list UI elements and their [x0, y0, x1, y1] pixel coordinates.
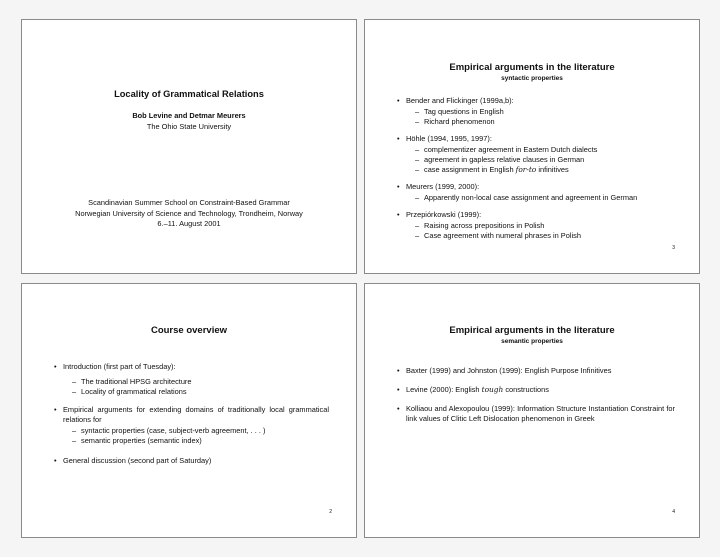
list-item: • Kolliaou and Alexopoulou (1999): Information Structure Instantiation Constraint for link values of Clitic Left Dislocation phenomenon in Greek — [397, 404, 675, 424]
list-item — [397, 385, 675, 395]
item-label: • Empirical arguments for extending domains of traditionally local grammatical relations for — [63, 405, 329, 424]
italic-term: tough — [481, 385, 504, 394]
slide-semantic — [364, 283, 700, 538]
item-label: Bender and Flickinger (1999a,b): — [406, 96, 514, 105]
sub-item: – semantic properties (semantic index) — [63, 436, 329, 446]
sub-item: – The traditional HPSG architecture — [63, 377, 329, 387]
slide-heading: Empirical arguments in the literature — [449, 62, 615, 73]
sub-item: – complementizer agreement in Eastern Dutch dialects — [406, 145, 687, 155]
slide-title — [21, 19, 357, 274]
list-item — [397, 96, 687, 127]
page-number: 4 — [672, 509, 675, 515]
slide-subheading: semantic properties — [501, 338, 563, 345]
list-item — [397, 210, 687, 241]
affiliation: The Ohio State University — [146, 122, 232, 131]
sub-item-text: infinitives — [538, 165, 569, 174]
list-item: • Baxter (1999) and Johnston (1999): English Purpose Infinitives — [397, 366, 675, 376]
item-text: Levine (2000): English — [406, 385, 480, 394]
slide-syntactic — [364, 19, 700, 274]
slide-heading: Course overview — [150, 325, 228, 336]
authors: Bob Levine and Detmar Meurers — [132, 111, 246, 120]
event-line-1: Scandinavian Summer School on Constraint-Based Grammar — [88, 198, 290, 207]
sub-item: – Locality of grammatical relations — [63, 387, 329, 397]
page-number: 2 — [329, 509, 332, 515]
sub-item: – Apparently non-local case assignment and agreement in German — [406, 193, 687, 203]
item-label: Höhle (1994, 1995, 1997): — [406, 134, 492, 143]
list-item — [54, 456, 329, 466]
item-label: Introduction (first part of Tuesday): — [63, 362, 176, 371]
item-label: Meurers (1999, 2000): — [406, 182, 480, 191]
list-item — [54, 405, 329, 446]
item-text: constructions — [505, 385, 549, 394]
sub-item: – Raising across prepositions in Polish — [406, 221, 687, 231]
overview-list — [54, 362, 329, 466]
slide-heading: Empirical arguments in the literature — [449, 325, 615, 336]
sub-item: – Case agreement with numeral phrases in Polish — [406, 231, 687, 241]
presentation-title: Locality of Grammatical Relations — [114, 89, 264, 99]
list-item — [397, 134, 687, 175]
argument-list — [397, 96, 687, 241]
list-item — [54, 362, 329, 397]
item-label: General discussion (second part of Saturday) — [63, 456, 212, 465]
argument-list — [397, 366, 675, 424]
event-line-2: Norwegian University of Science and Technology, Trondheim, Norway — [75, 209, 303, 218]
slide-course-overview — [21, 283, 357, 538]
sub-item: – syntactic properties (case, subject-verb agreement, . . . ) — [63, 426, 329, 436]
list-item — [397, 182, 687, 203]
sub-item — [406, 165, 687, 175]
slide-subheading: syntactic properties — [501, 75, 563, 82]
sub-item: – agreement in gapless relative clauses in German — [406, 155, 687, 165]
page-number: 3 — [672, 245, 675, 251]
item-label: Przepiórkowski (1999): — [406, 210, 482, 219]
sub-item-text: case assignment in English — [424, 165, 514, 174]
sub-item: – Tag questions in English — [406, 107, 687, 117]
event-line-3: 6.–11. August 2001 — [157, 219, 221, 228]
italic-term: for-to — [515, 165, 537, 174]
sub-item: – Richard phenomenon — [406, 117, 687, 127]
